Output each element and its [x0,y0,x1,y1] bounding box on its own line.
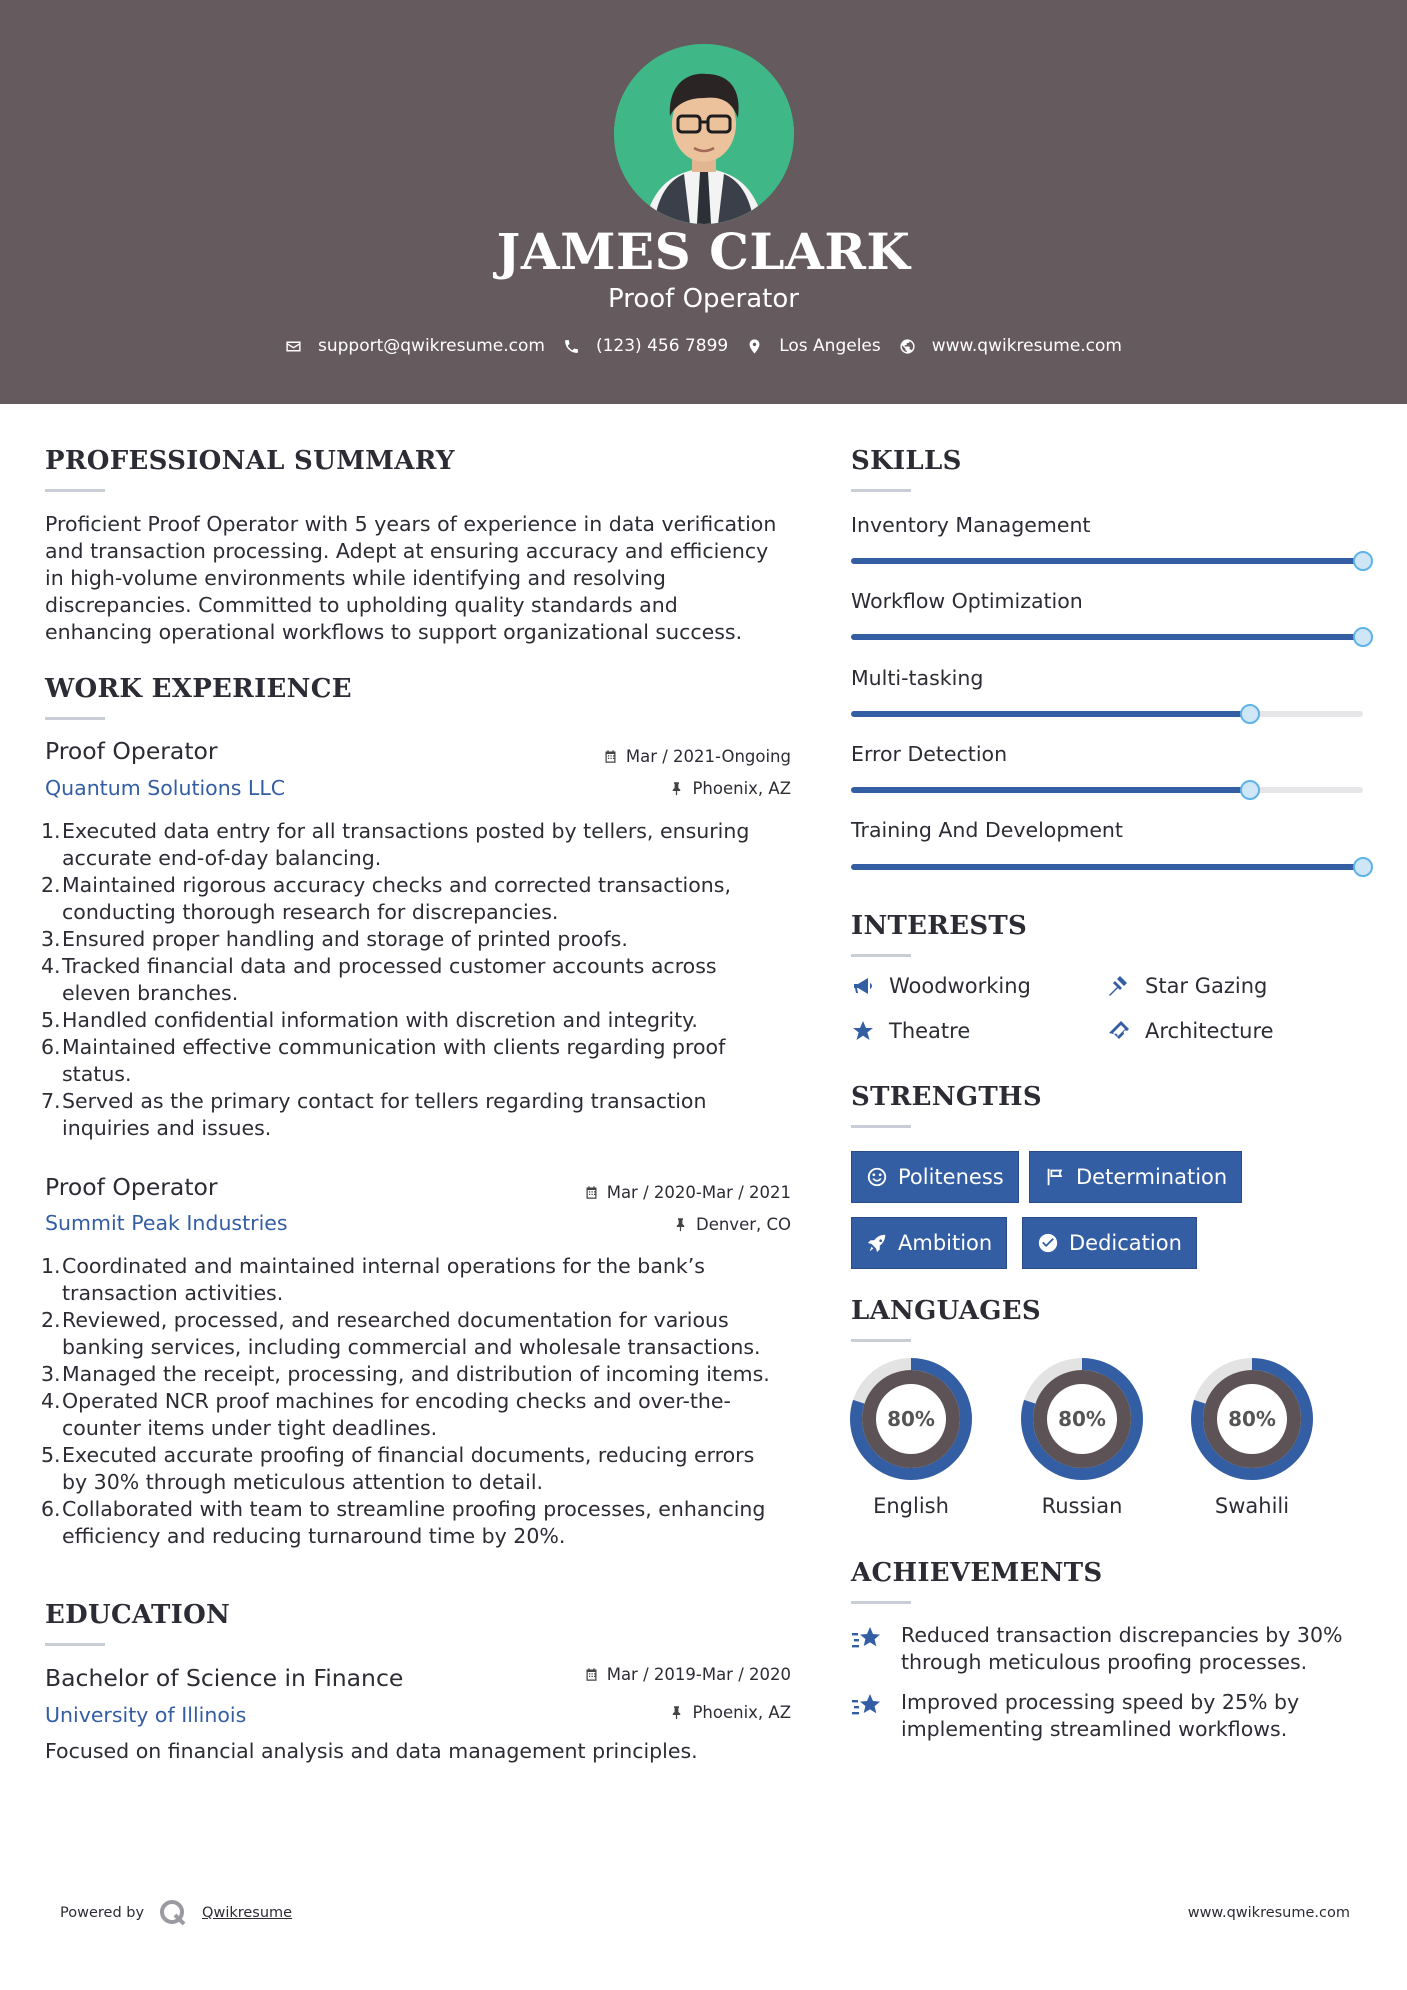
shooting-star-icon [851,1624,883,1654]
interest-item [851,974,1031,998]
language-percent: 80% [1058,1407,1106,1431]
interests-heading-rule [851,954,911,957]
list-number: 1. [41,1254,61,1278]
skill-name: Inventory Management [851,513,1091,537]
location-text: Los Angeles [779,336,881,356]
person-illustration [614,44,794,224]
list-line: Served as the primary contact for tellers regarding transaction [62,1089,707,1113]
list-number: 3. [41,1362,61,1386]
skill-name: Workflow Optimization [851,589,1083,613]
list-item [42,1361,812,1388]
job-title: Proof Operator [45,737,218,765]
interest-item [1107,974,1267,998]
strength-chip [1022,1217,1197,1269]
map-pin-icon [746,338,763,355]
list-item [42,818,802,872]
education-location-text: Phoenix, AZ [692,1703,791,1722]
achievements-heading: ACHIEVEMENTS [851,1558,1103,1588]
list-item [42,1388,812,1442]
achievement-text [901,1622,1343,1676]
list-line: accurate end-of-day balancing. [62,846,382,870]
list-line: Collaborated with team to streamline proofing processes, enhancing [62,1497,766,1521]
summary-line: Proficient Proof Operator with 5 years of experience in data verification [45,512,777,536]
phone-icon [563,338,580,355]
language-item [1191,1358,1313,1518]
contact-phone[interactable] [563,336,728,356]
skill-bar-fill [851,711,1250,717]
list-number: 1. [41,819,61,843]
job-dates-text: Mar / 2021-Ongoing [625,747,791,766]
strength-chip [851,1217,1007,1269]
list-item [42,953,802,1007]
strength-chip [851,1151,1019,1203]
interest-label: Star Gazing [1145,974,1268,998]
interest-label: Theatre [889,1019,971,1043]
summary-line: in high-volume environments while identifying and resolving [45,566,666,590]
list-number: 6. [41,1035,61,1059]
interests-heading: INTERESTS [851,911,1028,941]
job-location [673,1215,791,1234]
contact-website[interactable] [899,336,1122,356]
list-line: conducting thorough research for discrepancies. [62,900,559,924]
list-line: Executed data entry for all transactions posted by tellers, ensuring [62,819,750,843]
shooting-star-icon [851,1691,883,1721]
education-description: Focused on financial analysis and data management principles. [45,1739,698,1763]
summary-heading: PROFESSIONAL SUMMARY [45,446,455,476]
achievement-item [851,1622,1343,1676]
strength-label: Determination [1076,1165,1228,1189]
education-heading: EDUCATION [45,1600,231,1630]
skill-name: Multi-tasking [851,666,984,690]
strength-label: Dedication [1069,1231,1182,1255]
interest-label: Woodworking [889,974,1031,998]
ticket-icon [1107,1019,1131,1043]
list-number: 2. [41,1308,61,1332]
candidate-name: JAMES CLARK [496,222,911,281]
contact-location [746,336,881,356]
achievement-text [901,1689,1299,1743]
gavel-icon [1107,974,1131,998]
job-dates-text: Mar / 2020-Mar / 2021 [606,1183,791,1202]
list-number: 3. [41,927,61,951]
skill-bar [851,558,1363,564]
strengths-heading-rule [851,1125,911,1128]
list-number: 4. [41,1389,61,1413]
list-line: Operated NCR proof machines for encoding checks and over-the- [62,1389,731,1413]
job-location [669,779,791,798]
skill-bar-fill [851,864,1363,870]
smile-icon [866,1166,888,1188]
language-progress-ring [850,1358,972,1480]
education-location [669,1703,791,1722]
resume-header [0,0,1407,404]
calendar-icon [584,1185,599,1200]
list-line: Handled confidential information with discretion and integrity. [62,1008,698,1032]
skill-bar [851,864,1363,870]
qwikresume-logo-icon [158,1898,188,1928]
list-number: 6. [41,1497,61,1521]
list-item [42,1253,812,1307]
skill-bar-fill [851,634,1363,640]
education-dates [584,1665,791,1684]
list-item [42,1442,812,1496]
skill-bar [851,787,1363,793]
footer-website[interactable]: www.qwikresume.com [1187,1905,1350,1921]
summary-text [45,511,776,646]
list-line: transaction activities. [62,1281,284,1305]
strength-label: Politeness [898,1165,1004,1189]
globe-icon [899,338,916,355]
list-line: banking services, including commercial and wholesale transactions. [62,1335,761,1359]
list-line: Maintained effective communication with clients regarding proof [62,1035,726,1059]
list-number: 5. [41,1008,61,1032]
contact-email[interactable] [285,336,545,356]
job-location-text: Denver, CO [695,1215,791,1234]
skill-bar-fill [851,558,1363,564]
skills-heading-rule [851,489,911,492]
list-item [42,1007,802,1034]
achievement-line: implementing streamlined workflows. [901,1717,1288,1741]
list-line: by 30% through meticulous attention to detail. [62,1470,544,1494]
achievement-item [851,1689,1299,1743]
skill-bar-handle [1240,704,1260,724]
calendar-icon [603,749,618,764]
skill-bar-handle [1353,857,1373,877]
list-line: Executed accurate proofing of financial documents, reducing errors [62,1443,755,1467]
calendar-icon [584,1667,599,1682]
phone-text: (123) 456 7899 [595,336,729,356]
education-heading-rule [45,1643,105,1646]
list-line: Ensured proper handling and storage of printed proofs. [62,927,628,951]
language-name: Russian [1041,1494,1123,1518]
skill-bar [851,711,1363,717]
list-item [42,872,802,926]
interest-label: Architecture [1145,1019,1274,1043]
list-line: counter items under tight deadlines. [62,1416,438,1440]
skill-bar-handle [1240,780,1260,800]
star-icon [851,1019,875,1043]
contact-bar [0,336,1407,356]
list-item [42,1034,802,1088]
list-item [42,1307,812,1361]
candidate-role: Proof Operator [608,284,799,314]
achievement-line: through meticulous proofing processes. [901,1650,1308,1674]
email-text: support@qwikresume.com [318,336,545,356]
experience-heading-rule [45,717,105,720]
company-name[interactable]: Summit Peak Industries [45,1211,288,1235]
strength-label: Ambition [898,1231,993,1255]
megaphone-icon [851,974,875,998]
pushpin-icon [669,781,684,796]
interest-item [851,1019,970,1043]
skill-bar-handle [1353,627,1373,647]
list-line: Tracked financial data and processed customer accounts across [62,954,717,978]
school-name[interactable]: University of Illinois [45,1703,247,1727]
brand-link[interactable]: Qwikresume [202,1905,293,1921]
envelope-icon [285,338,302,355]
language-percent: 80% [887,1407,935,1431]
job-dates [603,747,791,766]
languages-heading-rule [851,1339,911,1342]
job-responsibilities [42,818,802,1142]
language-percent: 80% [1228,1407,1276,1431]
list-item [42,926,802,953]
achievement-line: Reduced transaction discrepancies by 30% [901,1623,1343,1647]
language-name: English [873,1494,949,1518]
list-line: Maintained rigorous accuracy checks and corrected transactions, [62,873,731,897]
list-line: efficiency and reducing turnaround time by 20%. [62,1524,566,1548]
flag-icon [1044,1166,1066,1188]
powered-by-text: Powered by [60,1905,145,1921]
language-name: Swahili [1214,1494,1290,1518]
pushpin-icon [673,1217,688,1232]
footer-powered-by [60,1898,292,1928]
list-line: Coordinated and maintained internal operations for the bank’s [62,1254,705,1278]
language-progress-ring [1021,1358,1143,1480]
list-line: eleven branches. [62,981,239,1005]
summary-line: and transaction processing. Adept at ensuring accuracy and efficiency [45,539,769,563]
company-name[interactable]: Quantum Solutions LLC [45,776,286,800]
list-number: 2. [41,873,61,897]
degree-title: Bachelor of Science in Finance [45,1664,404,1692]
list-line: Reviewed, processed, and researched documentation for various [62,1308,729,1332]
summary-heading-rule [45,489,105,492]
check-circle-icon [1037,1232,1059,1254]
summary-line: discrepancies. Committed to upholding quality standards and [45,593,678,617]
experience-heading: WORK EXPERIENCE [45,674,352,704]
summary-line: enhancing operational workflows to support organizational success. [45,620,743,644]
list-number: 7. [41,1089,61,1113]
job-location-text: Phoenix, AZ [692,779,791,798]
list-item [42,1496,812,1550]
language-item [1021,1358,1143,1518]
list-item [42,1088,802,1142]
skill-bar-handle [1353,551,1373,571]
language-progress-ring [1191,1358,1313,1480]
job-title: Proof Operator [45,1173,218,1201]
list-line: Managed the receipt, processing, and distribution of incoming items. [62,1362,770,1386]
achievements-heading-rule [851,1601,911,1604]
strength-chip [1029,1151,1242,1203]
skill-name: Error Detection [851,742,1008,766]
interest-item [1107,1019,1274,1043]
achievement-line: Improved processing speed by 25% by [901,1690,1300,1714]
job-responsibilities [42,1253,812,1550]
list-number: 4. [41,954,61,978]
skill-bar [851,634,1363,640]
strengths-heading: STRENGTHS [851,1082,1042,1112]
list-line: status. [62,1062,132,1086]
website-text: www.qwikresume.com [931,336,1122,356]
rocket-icon [866,1232,888,1254]
job-dates [584,1183,791,1202]
language-item [850,1358,972,1518]
pushpin-icon [669,1705,684,1720]
profile-photo [614,44,794,224]
skill-name: Training And Development [851,818,1123,842]
list-number: 5. [41,1443,61,1467]
languages-heading: LANGUAGES [851,1296,1041,1326]
skills-heading: SKILLS [851,446,962,476]
education-dates-text: Mar / 2019-Mar / 2020 [606,1665,791,1684]
skill-bar-fill [851,787,1250,793]
list-line: inquiries and issues. [62,1116,272,1140]
